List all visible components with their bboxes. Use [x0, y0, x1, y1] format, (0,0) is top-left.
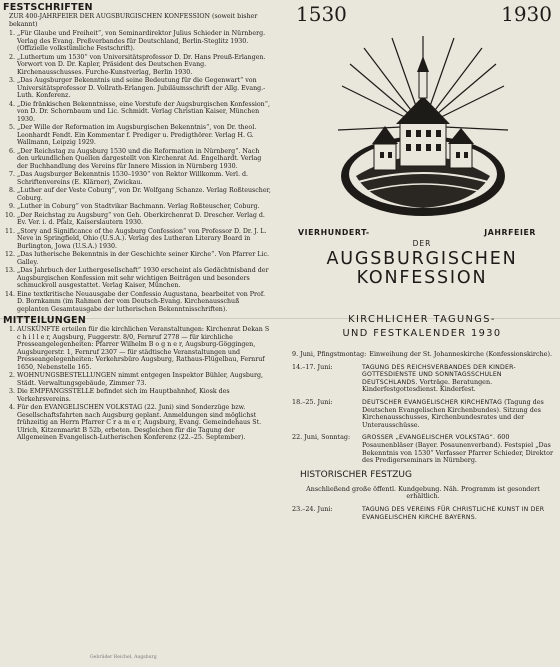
festschriften-subheading: ZUR 400-JAHRFEIER DER AUGSBURGISCHEN KONFESSION (soweit bisher bekannt)	[9, 13, 258, 28]
festschriften-heading: FESTSCHRIFTEN	[3, 2, 93, 13]
der-label: DER	[412, 239, 432, 248]
list-item: 11. „Story and Significance of the Augsburg Confession“ von Professor D. Dr. J. L. Neve in Springfield, Ohio (U.S.A.). Verlag des Lutheran Literary Board in Burlington, Jowa (U.S.A.) 1930.	[17, 228, 271, 251]
event-text: Vorträge. Beratungen. Kinderfestgottesdienst. Kinderfest.	[362, 377, 493, 394]
list-item: 4. „Die fränkischen Bekenntnisse, eine Vorstufe der Augsburgischen Konfession“, von D. Dr. Schornbaum und Lic. Schmidt. Verlag Christian Kaiser, München 1930.	[17, 101, 271, 124]
anniversary-left: VIERHUNDERT-	[298, 228, 370, 237]
event-date: 9. Juni, Pfingstmontag:	[292, 350, 367, 358]
event-row	[292, 364, 554, 394]
event-row	[292, 351, 554, 359]
list-item: 7. „Das Augsburger Bekenntnis 1530–1930“ von Rektor Willkomm. Verl. d. Schriftenvereins (E. Klärner), Zwickau.	[17, 171, 271, 186]
festzug-text: Anschließend große öffentl. Kundgebung. Näh. Programm ist gesondert erhältlich.	[306, 484, 540, 501]
list-item: 12. „Das lutherische Bekenntnis in der Geschichte seiner Kirche“. Von Pfarrer Lic. Galley.	[17, 251, 271, 266]
event-date: 18.–25. Juni:	[292, 397, 333, 406]
list-item: 6. „Der Reichstag zu Augsburg 1530 und die Reformation in Nürnberg“. Nach den urkundlichen Quellen dargestellt von Kirchenrat Ad. Engelhardt. Verlag der Buchhandlung des Vereins für Innere Mission in Nürnberg 1930.	[17, 148, 271, 171]
event-title: DEUTSCHER EVANGELISCHER KIRCHENTAG	[362, 398, 503, 406]
list-item: 5. „Der Wille der Reformation im Augsburgischen Bekenntnis“, von Dr. theol. Leonhardt Fendt. Ein Kommentar f. Prediger u. Predigthörer. Verlag H. G. Wallmann, Leipzig 1929.	[17, 124, 271, 147]
list-item: 9. „Luther in Coburg“ von Stadtvikar Bachmann. Verlag Roßteuscher, Coburg.	[17, 203, 271, 211]
list-item: 14. Eine textkritische Neuausgabe der Confessio Augustana, bearbeitet von Prof. D. Bornkamm (im Rahmen der vom Deutsch-Evang. Kirchenausschuß geplanten Gesamtausgabe der lutherischen Bekenntnisschriften).	[17, 291, 271, 314]
main-title-line2: KONFESSION	[356, 268, 488, 288]
event-schedule	[292, 351, 554, 526]
event-title: TAGUNG DES REICHSVERBANDES DER KINDER-GOTTESDIENSTE UND SONNTAGSSCHULEN DEUTSCHLANDS.	[362, 363, 516, 386]
list-item: 3. „Das Augsburger Bekenntnis und seine Bedeutung für die Gegenwart“ von Universitätsprofessor D. Vollrath-Erlangen. Jubiläumsschrift der Allg. Evang.-Luth. Konferenz.	[17, 77, 271, 100]
event-title: GROSSER „EVANGELISCHER VOLKSTAG“.	[362, 434, 496, 442]
event-text: 600 Posaunenbläser (Bayer. Posaunenverband). Festspiel „Das Bekenntnis von 1530“ Verfasser Pfarrer Schieder, Direktor des Predigerseminars in Nürnberg.	[362, 433, 554, 465]
anniversary-right: JAHRFEIER	[484, 228, 536, 237]
calendar-title	[286, 313, 558, 341]
year-left: 1530	[296, 2, 347, 26]
list-item: 4. Für den EVANGELISCHEN VOLKSTAG (22. Juni) sind Sonderzüge bzw. Gesellschaftsfahrten nach Augsburg geplant. Anmeldungen sind möglichst frühzeitig an Herrn Pfarrer C r a m e r, Augsburg, Evang. Gemeindehaus St. Ulrich, Kitzenmarkt B 52b, erbeten. Desgleichen für die Tagung der Allgemeinen Evangelisch-Lutherischen Konferenz (22.–25. September).	[17, 404, 271, 442]
mitteilungen-list	[3, 326, 271, 442]
event-row	[292, 506, 554, 521]
event-text: Einweihung der St. Johanneskirche (Konfessionskirche).	[369, 350, 552, 358]
year-right: 1930	[501, 2, 552, 26]
main-title-line1: AUGSBURGISCHEN	[326, 249, 518, 269]
list-item: 1. AUSKÜNFTE erteilen für die kirchlichen Veranstaltungen: Kirchenrat Dekan S c h i l l e r, Augsburg, Fuggerstr. 8/0, Fernruf 2778 — für kirchliche Presseangelegenheiten: Pfarrer Wilhelm B o g n e r, Augsburg-Göggingen, Augsburgerstr. 1, Fernruf 2307 — für städtische Veranstaltungen und Presseangelegenheiten: Verkehrsbüro Augsburg, Rathaus-Flügelbau, Fernruf 1650, Nebenstelle 165.	[17, 326, 271, 371]
list-item: 13. „Das Jahrbuch der Luthergesellschaft“ 1930 erscheint als Gedächtnisband der Augsburgischen Konfession mit sehr wichtigen Beiträgen und besonders schmuckvoll ausgestattet. Verlag Kaiser, München.	[17, 267, 271, 290]
list-item: 1. „Für Glaube und Freiheit“, von Seminardirektor Julius Schieder in Nürnberg. Verlag des Evang. Preßverbandes für Deutschland, Berlin-Steglitz 1930. (Offizielle volkstümliche Festschrift).	[17, 30, 271, 53]
calendar-title-line2: UND FESTKALENDER 1930	[342, 328, 502, 339]
printer-credit: Gebrüder Reichel, Augsburg	[90, 655, 157, 660]
town-emblem-icon	[334, 26, 512, 221]
list-item: 2. „Luthertum um 1530“ von Universitätsprofessor D. Dr. Hans Preuß-Erlangen. Vorwort von D. Dr. Kapler, Präsident des Deutschen Evang. Kirchenausschusses. Furche-Kunstverlag, Berlin 1930.	[17, 54, 271, 77]
list-item: 2. WOHNUNGSBESTELLUNGEN nimmt entgegen Inspektor Bühler, Augsburg, Städt. Verwaltungsgebäude, Zimmer 73.	[17, 372, 271, 387]
festzug-heading: HISTORISCHER FESTZUG	[300, 469, 412, 480]
mitteilungen-heading: MITTEILUNGEN	[3, 315, 86, 327]
list-item: 8. „Luther auf der Veste Coburg“, von Dr. Wolfgang Schanze. Verlag Roßteuscher, Coburg.	[17, 187, 271, 202]
left-column	[3, 2, 271, 443]
event-row	[292, 399, 554, 429]
event-text: (Tagung des Deutschen Evangelischen Kirchenbundes). Sitzung des Kirchenausschusses, Kirchenbundesrates und der Unterausschüsse.	[362, 397, 544, 429]
event-date: 23.–24. Juni:	[292, 504, 333, 513]
event-date: 22. Juni, Sonntag:	[292, 433, 351, 442]
event-date: 14.–17. Juni:	[292, 362, 333, 371]
list-item: 3. Die EMPFANGSSTELLE befindet sich im Hauptbahnhof, Kiosk des Verkehrsvereins.	[17, 388, 271, 403]
calendar-title-line1: KIRCHLICHER TAGUNGS-	[348, 314, 496, 325]
festschriften-list	[3, 30, 271, 313]
event-row	[292, 434, 554, 464]
right-column	[286, 2, 558, 521]
event-title: TAGUNG DES VEREINS FÜR CHRISTLICHE KUNST IN DER EVANGELISCHEN KIRCHE BAYERNS.	[362, 505, 545, 521]
list-item: 10. „Der Reichstag zu Augsburg“ von Geh. Oberkirchenrat D. Drescher. Verlag d. Ev. Ver. i. d. Pfalz, Kaiserslautern 1930.	[17, 212, 271, 227]
